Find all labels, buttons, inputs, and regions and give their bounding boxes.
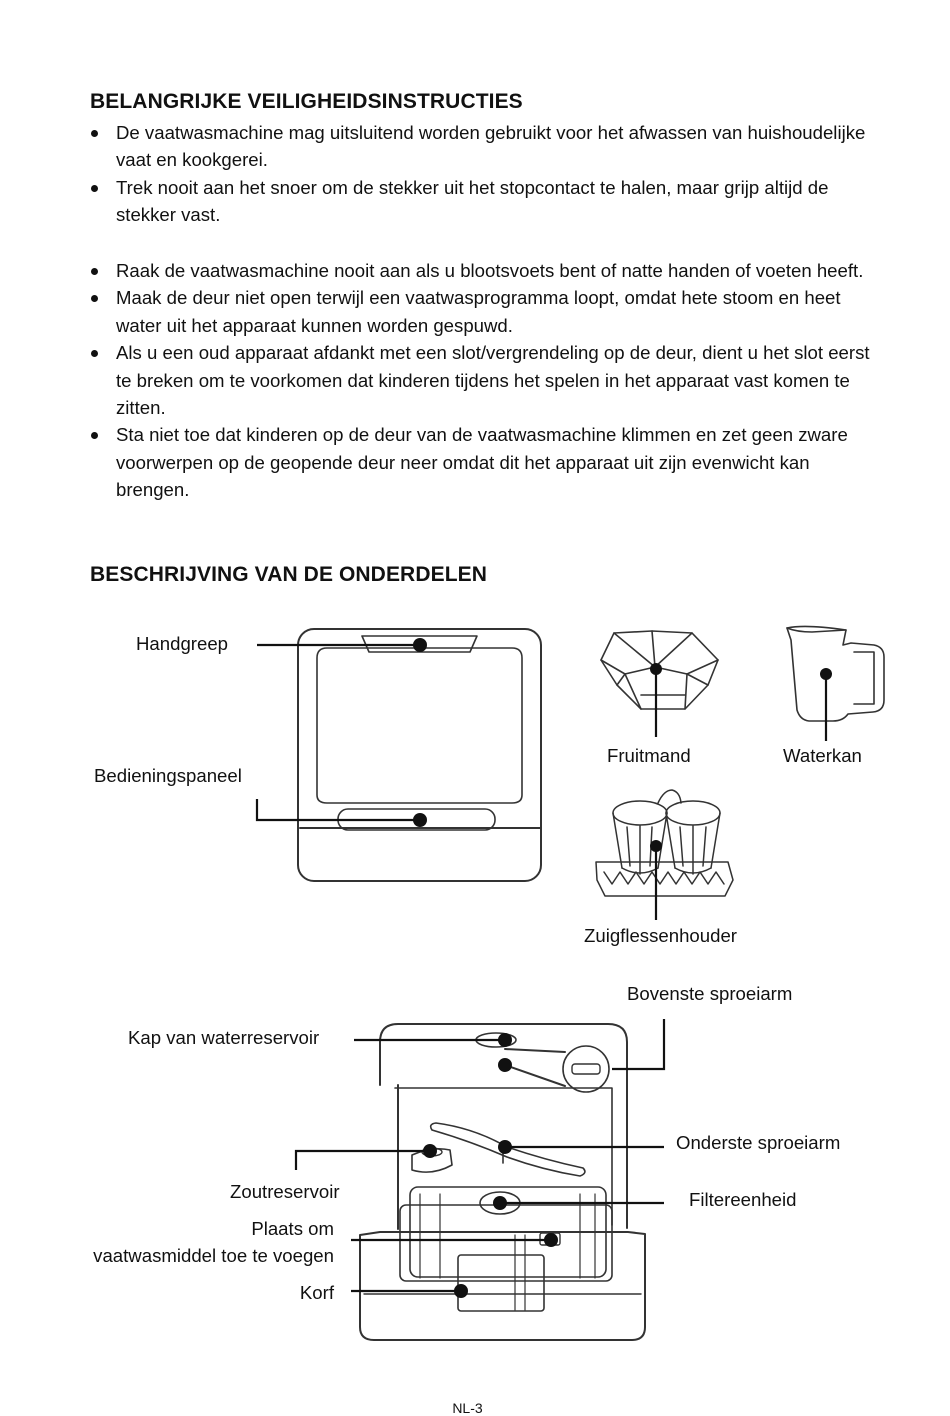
label-upper-spray-arm: Bovenste sproeiarm (627, 983, 793, 1004)
list-item: Trek nooit aan het snoer om de stekker uit het stopcontact te halen, maar grijp altijd de stekker vast. (90, 174, 880, 229)
list-item: Als u een oud apparaat afdankt met een slot/vergrendeling op de deur, dient u het slot eerst te breken om te voorkomen dat kinderen tijdens het spelen in het apparaat vast komen te zitten. (90, 339, 880, 421)
label-fruit-basket: Fruitmand (607, 745, 691, 766)
list-item: Maak de deur niet open terwijl een vaatwasprogramma loopt, omdat hete stoom en heet water uit het apparaat kunnen worden gespuwd. (90, 284, 880, 339)
list-item: Sta niet toe dat kinderen op de deur van de vaatwasmachine klimmen en zet geen zware voorwerpen op de geopende deur neer omdat dit het apparaat uit zijn evenwicht kan brengen. (90, 421, 880, 503)
parts-heading: BESCHRIJVING VAN DE ONDERDELEN (90, 563, 487, 586)
label-water-jug: Waterkan (783, 745, 862, 766)
label-detergent-line-1: Plaats om (251, 1218, 334, 1239)
label-basket: Korf (299, 1282, 334, 1303)
label-bottle-holder: Zuigflessenhouder (584, 925, 737, 946)
label-salt-reservoir: Zoutreservoir (230, 1181, 340, 1202)
water-jug-illustration (787, 626, 884, 721)
bottle-holder-illustration (596, 790, 733, 896)
list-item: De vaatwasmachine mag uitsluitend worden gebruikt voor het afwassen van huishoudelijke vaat en kookgerei. (90, 119, 880, 174)
label-handle: Handgreep (136, 633, 229, 654)
safety-heading: BELANGRIJKE VEILIGHEIDSINSTRUCTIES (90, 90, 523, 113)
page-number: NL-3 (452, 1400, 483, 1416)
label-control-panel: Bedieningspaneel (94, 765, 242, 786)
list-item: Raak de vaatwasmachine nooit aan als u blootsvoets bent of natte handen of voeten heeft. (90, 257, 880, 284)
label-filter-unit: Filtereenheid (689, 1189, 797, 1210)
label-detergent-line-2: vaatwasmiddel toe te voegen (93, 1245, 334, 1266)
dishwasher-closed-illustration (298, 629, 541, 881)
label-reservoir-cap: Kap van waterreservoir (128, 1027, 320, 1048)
label-lower-spray-arm: Onderste sproeiarm (676, 1132, 841, 1153)
